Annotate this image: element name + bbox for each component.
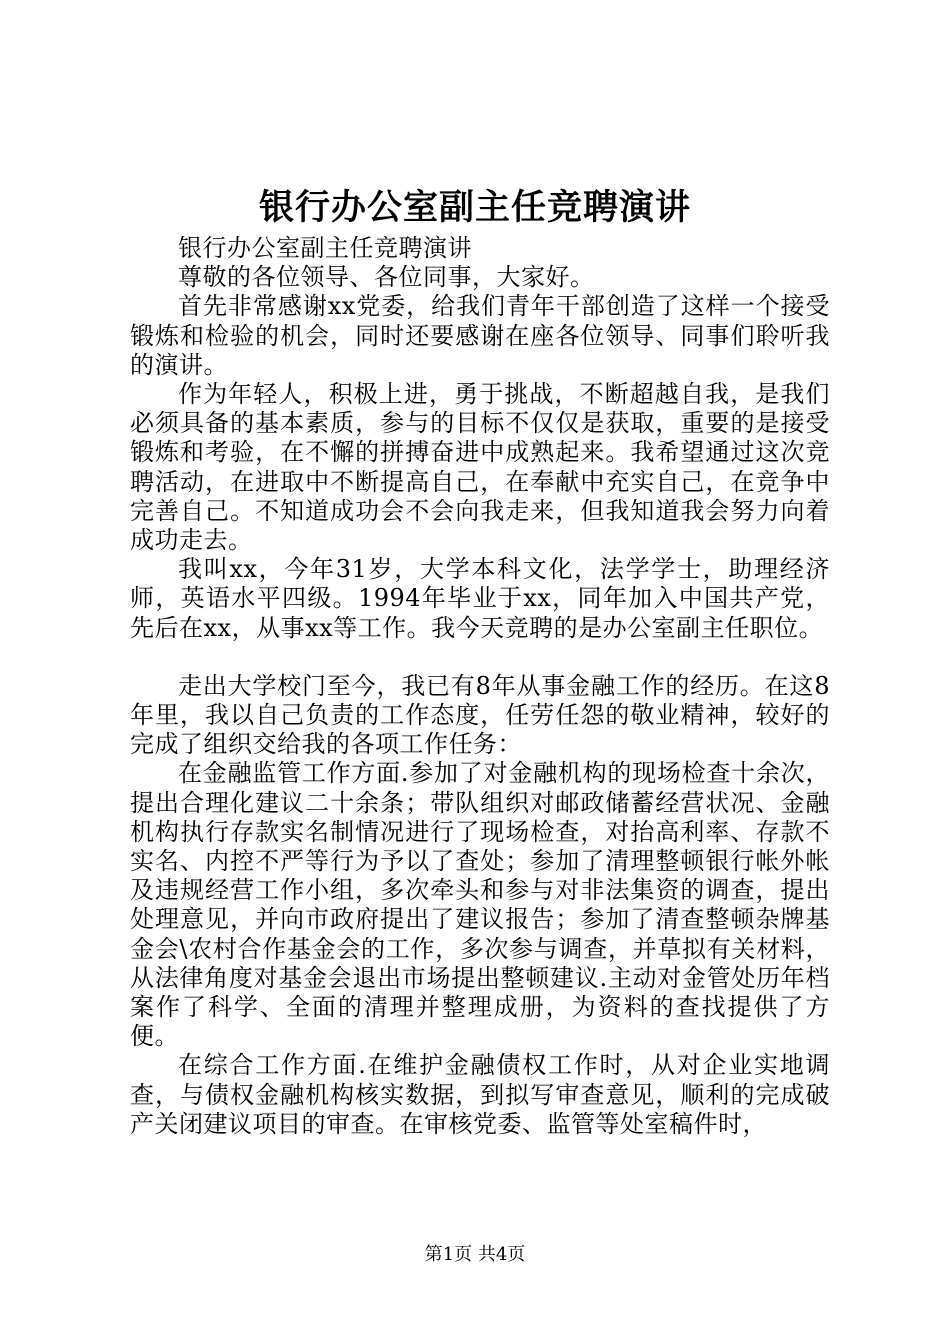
paragraph: 作为年轻人，积极上进，勇于挑战，不断超越自我，是我们必须具备的基本素质，参与的目标不仅仅是获取，重要的是接受锻炼和考验，在不懈的拼搏奋进中成熟起来。我希望通过这次竞聘活动，在进取中不断提高自己，在奉献中充实自己，在竞争中完善自己。不知道成功会不会向我走来，但我知道我会努力向着成功走去。 — [130, 380, 830, 555]
paragraph: 走出大学校门至今，我已有8年从事金融工作的经历。在这8年里，我以自己负责的工作态度，任劳任怨的敬业精神，较好的完成了组织交给我的各项工作任务： — [130, 671, 830, 759]
document-body — [130, 234, 830, 1139]
paragraph: 在综合工作方面.在维护金融债权工作时，从对企业实地调查，与债权金融机构核实数据，到拟写审查意见，顺利的完成破产关闭建议项目的审查。在审核党委、监管等处室稿件时， — [130, 1051, 830, 1138]
paragraph: 我叫xx，今年31岁，大学本科文化，法学学士，助理经济师，英语水平四级。1994年毕业于xx，同年加入中国共产党，先后在xx，从事xx等工作。我今天竞聘的是办公室副主任职位。 — [130, 555, 830, 642]
paragraph: 银行办公室副主任竞聘演讲 — [178, 234, 472, 262]
paragraph: 尊敬的各位领导、各位同事，大家好。 — [178, 263, 595, 292]
document-title: 银行办公室副主任竞聘演讲 — [258, 187, 691, 228]
page-number: 第1页 共4页 — [424, 1244, 526, 1265]
paragraph: 在金融监管工作方面.参加了对金融机构的现场检查十余次，提出合理化建议二十余条；带队组织对邮政储蓄经营状况、金融机构执行存款实名制情况进行了现场检查，对抬高利率、存款不实名、内控不严等行为予以了查处；参加了清理整顿银行帐外帐及违规经营工作小组，多次牵头和参与对非法集资的调查，提出处理意见，并向市政府提出了建议报告；参加了清查整顿杂牌基金会\农村合作基金会的工作，多次参与调查，并草拟有关材料，从法律角度对基金会退出市场提出整顿建议.主动对金管处历年档案作了科学、全面的清理并整理成册，为资料的查找提供了方便。 — [130, 759, 830, 1051]
paragraph: 首先非常感谢xx党委，给我们青年干部创造了这样一个接受锻炼和检验的机会，同时还要感谢在座各位领导、同事们聆听我的演讲。 — [130, 292, 830, 379]
